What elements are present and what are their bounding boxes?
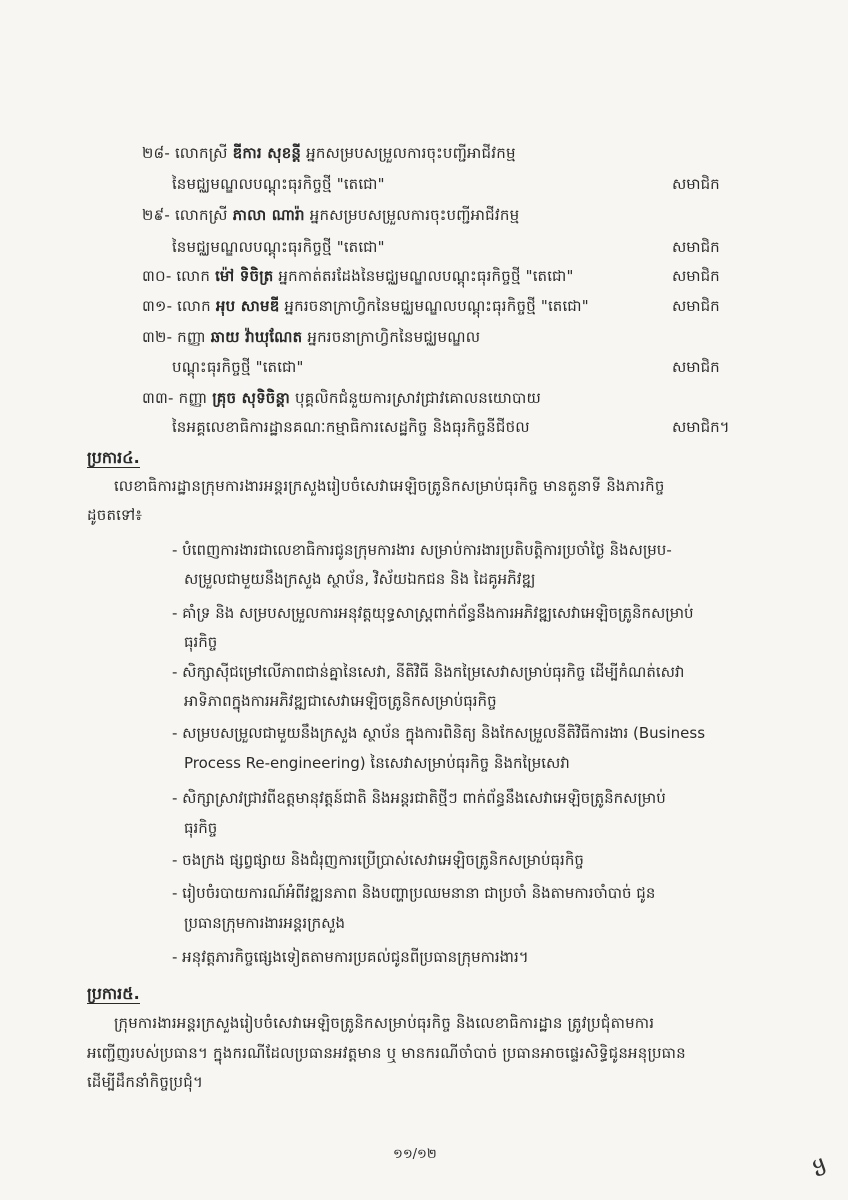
member-name: ឌីការ សុខន្តី <box>232 144 302 162</box>
member-number: ២៩- <box>142 206 170 224</box>
member-name: ម៉ៅ ទិចិត្រ <box>215 267 274 285</box>
bullet-8-line1: - អនុវត្តភារកិច្ចផ្សេងទៀតតាមការប្រគល់ជូនពីប្រធានក្រុមការងារ។ <box>172 948 529 966</box>
article-5-line3: ដើម្បីដឹកនាំកិច្ចប្រជុំ។ <box>87 1073 204 1091</box>
member-29-title: សមាជិក <box>672 238 720 256</box>
bullet-6-line1: - ចងក្រង ផ្សព្វផ្សាយ និងជំរុញការប្រើប្រាស់សេវាអេឡិចត្រូនិកសម្រាប់ធុរកិច្ច <box>172 851 584 869</box>
member-prefix: លោកស្រី <box>174 144 228 162</box>
member-prefix: លោក <box>176 267 211 285</box>
article-4-intro-line1: លេខាធិការដ្ឋានក្រុមការងារអន្តរក្រសួងរៀបចំសេវាអេឡិចត្រូនិកសម្រាប់ធុរកិច្ច មានតួនាទី និងភារកិច្ច <box>114 477 665 495</box>
bullet-5-line2: ធុរកិច្ច <box>184 819 218 837</box>
member-33-line2: នៃអគ្គលេខាធិការដ្ឋានគណៈកម្មាធិការសេដ្ឋកិច្ច និងធុរកិច្ចនីជីថល <box>172 418 530 436</box>
article-5-heading-text: ប្រការ៥. <box>87 984 140 1003</box>
member-28-title: សមាជិក <box>672 175 720 193</box>
bullet-7-line1: - រៀបចំរបាយការណ៍អំពីវឌ្ឍនភាព និងបញ្ហាប្រឈមនានា ជាប្រចាំ និងតាមការចាំបាច់ ជូន <box>172 884 656 902</box>
member-number: ៣០- <box>142 267 172 285</box>
bullet-4-line1: - សម្របសម្រួលជាមួយនឹងក្រសួង ស្ថាប័ន ក្នុងការពិនិត្យ និងកែសម្រួលនីតិវិធីការងារ (Business <box>172 724 706 742</box>
member-number: ៣២- <box>142 328 173 346</box>
member-29-line2: នៃមជ្ឈមណ្ឌលបណ្តុះធុរកិច្ចថ្មី "តេជោ" <box>172 238 385 256</box>
member-number: ៣៣- <box>142 389 174 407</box>
member-30-title: សមាជិក <box>672 267 720 285</box>
bullet-1-line1: - បំពេញការងារជាលេខាធិការជូនក្រុមការងារ សម្រាប់ការងារប្រតិបត្តិការប្រចាំថ្ងៃ និងសម្រប- <box>172 541 672 559</box>
member-role: បុគ្គលិកជំនួយការស្រាវជ្រាវគោលនយោបាយ <box>294 389 541 407</box>
member-name: ភាលា ណារ៉ា <box>232 206 305 224</box>
member-30-line1 <box>142 264 574 288</box>
member-prefix: កញ្ញា <box>178 389 208 407</box>
member-29-line1 <box>142 203 519 227</box>
member-role: អ្នករចនាក្រាហ្វិកនៃមជ្ឈមណ្ឌលបណ្តុះធុរកិច្ចថ្មី "តេជោ" <box>284 297 589 315</box>
member-32-line1 <box>142 325 480 349</box>
article-4-intro-line2: ដូចតទៅ៖ <box>87 506 143 524</box>
bullet-5-line1: - សិក្សាស្រាវជ្រាវពីឧត្តមានុវត្តន៍ជាតិ និងអន្តរជាតិថ្មីៗ ពាក់ព័ន្ធនឹងសេវាអេឡិចត្រូនិកសម្រាប់ <box>172 789 666 807</box>
member-33-title: សមាជិក។ <box>672 418 730 436</box>
article-5-heading <box>87 982 140 1006</box>
member-role: អ្នករចនាក្រាហ្វិកនៃមជ្ឈមណ្ឌល <box>307 328 481 346</box>
bullet-3-line2: អាទិភាពក្នុងការអភិវឌ្ឍជាសេវាអេឡិចត្រូនិកសម្រាប់ធុរកិច្ច <box>184 692 497 710</box>
article-4-heading <box>87 446 140 470</box>
member-name: គ្រុច សុទិចិន្តា <box>212 389 291 407</box>
member-role: អ្នកសម្របសម្រួលការចុះបញ្ជីអាជីវកម្ម <box>306 144 516 162</box>
page-number: ១១/១២ <box>393 1147 437 1162</box>
bullet-3-line1: - សិក្សាស៊ីជម្រៅលើភាពជាន់គ្នានៃសេវា, នីតិវិធី និងកម្រៃសេវាសម្រាប់ធុរកិច្ច ដើម្បីកំណត់សេវា <box>172 663 685 681</box>
bullet-1-line2: សម្រួលជាមួយនឹងក្រសួង ស្ថាប័ន, វិស័យឯកជន និង ដៃគូអភិវឌ្ឍ <box>184 570 536 588</box>
member-32-title: សមាជិក <box>672 358 720 376</box>
member-name: ឆាយ វ៉ាឃុណែត <box>210 328 303 346</box>
member-role: អ្នកកាត់តរដែងនៃមជ្ឈមណ្ឌលបណ្តុះធុរកិច្ចថ្មី "តេជោ" <box>278 267 574 285</box>
member-31-title: សមាជិក <box>672 297 720 315</box>
member-31-line1 <box>142 294 589 318</box>
member-32-line2: បណ្តុះធុរកិច្ចថ្មី "តេជោ" <box>172 358 304 376</box>
member-number: ២៨- <box>142 144 170 162</box>
bullet-4-line2: Process Re-engineering) នៃសេវាសម្រាប់ធុរកិច្ច និងកម្រៃសេវា <box>184 754 570 772</box>
member-33-line1 <box>142 386 541 410</box>
bullet-2-line2: ធុរកិច្ច <box>184 633 218 651</box>
member-prefix: លោកស្រី <box>174 206 228 224</box>
member-number: ៣១- <box>142 297 173 315</box>
member-role: អ្នកសម្របសម្រួលការចុះបញ្ជីអាជីវកម្ម <box>309 206 520 224</box>
member-prefix: លោក <box>177 297 211 315</box>
member-name: អុប សាមឌី <box>215 297 280 315</box>
bullet-7-line2: ប្រធានក្រុមការងារអន្តរក្រសួង <box>184 914 345 932</box>
article-4-heading-text: ប្រការ៤. <box>87 448 140 467</box>
initials-mark: ყ <box>808 1150 829 1179</box>
member-28-line1 <box>142 141 516 165</box>
bullet-2-line1: - គាំទ្រ និង សម្របសម្រួលការអនុវត្តយុទ្ធសាស្ត្រពាក់ព័ន្ធនឹងការអភិវឌ្ឍសេវាអេឡិចត្រូនិកសម្រាប់ <box>172 604 694 622</box>
member-28-line2: នៃមជ្ឈមណ្ឌលបណ្តុះធុរកិច្ចថ្មី "តេជោ" <box>172 175 385 193</box>
article-5-line1: ក្រុមការងារអន្តរក្រសួងរៀបចំសេវាអេឡិចត្រូនិកសម្រាប់ធុរកិច្ច និងលេខាធិការដ្ឋាន ត្រូវប្រជុំតាមការ <box>114 1014 655 1032</box>
member-prefix: កញ្ញា <box>177 328 206 346</box>
article-5-line2: អញ្ជើញរបស់ប្រធាន។ ក្នុងករណីដែលប្រធានអវត្តមាន ឬ មានករណីចាំបាច់ ប្រធានអាចផ្ទេរសិទ្ធិជូនអនុប្រធាន <box>87 1044 686 1062</box>
